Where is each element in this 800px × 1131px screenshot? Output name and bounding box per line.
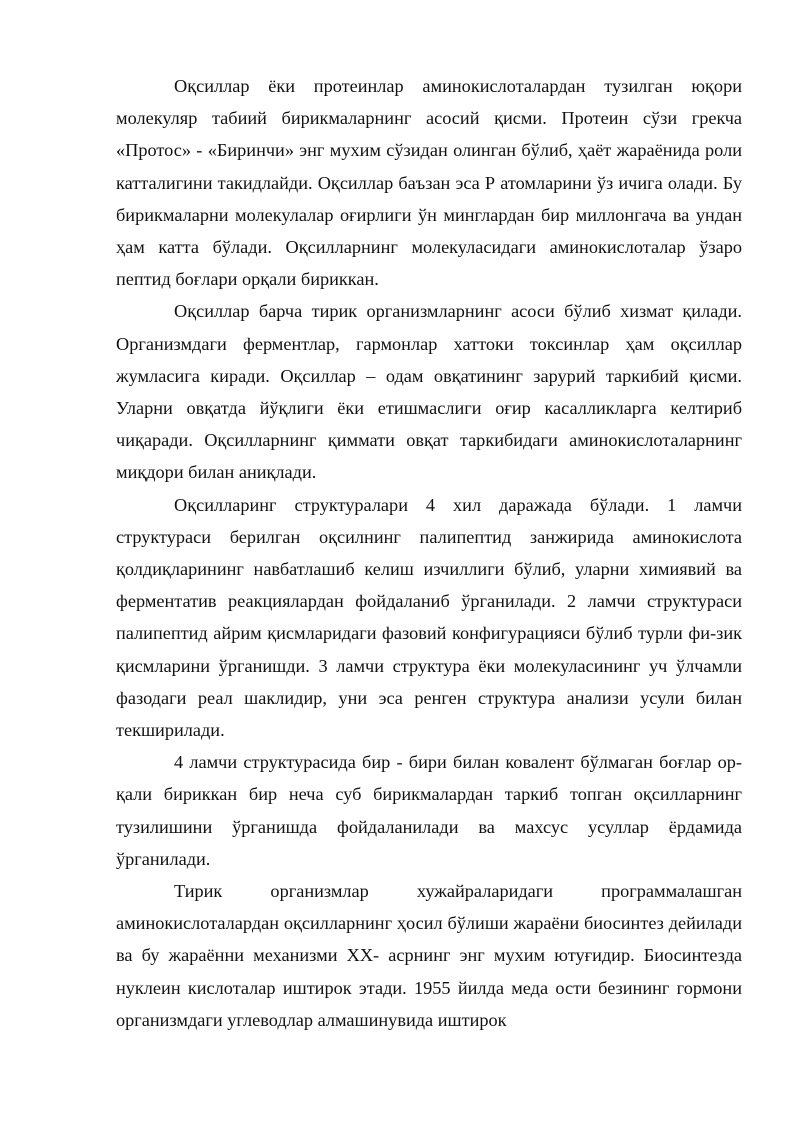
document-page	[116, 70, 742, 1036]
paragraph-protein-structures: Оқсилларинг структуралари 4 хил даражада бўлади. 1 ламчи структураси берилган оқсилнинг палипептид занжирида аминокислота қолдиқларининг навбатлашиб келиш изчиллиги бўлиб, уларни химиявий ва ферментатив реакциялардан фойдаланиб ўрганилади. 2 ламчи структураси палипептид айрим қисмларидаги фазовий конфигурацияси бўлиб турли фи-зик қисмларини ўрганишди. 3 ламчи структура ёки молекуласининг уч ўлчамли фазодаги реал шаклидир, уни эса ренген структура анализи усули билан текширилади.	[116, 494, 742, 741]
paragraph-biosynthesis: Тирик организмлар хужайраларидаги программалашган аминокислоталардан оқсилларнинг ҳосил бўлиши жараёни биосинтез дейилади ва бу жараённи механизми ХХ- асрнинг энг мухим ютуғидир. Биосинтезда нуклеин кислоталар иштирок этади. 1955 йилда меда ости безининг гормони организмдаги углеводлар алмашинувида иштирок	[116, 881, 742, 1030]
paragraph-quaternary-structure: 4 ламчи структурасида бир - бири билан ковалент бўлмаган боғлар ор-қали бириккан бир неча суб бирикмалардан таркиб топган оқсилларнинг тузилишини ўрганишда фойдаланилади ва махсус усуллар ёрдамида ўрганилади.	[116, 752, 742, 869]
paragraph-proteins-definition: Оқсиллар ёки протеинлар аминокислоталардан тузилган юқори молекуляр табиий бирикмаларнинг асосий қисми. Протеин сўзи грекча «Протос» - «Биринчи» энг мухим сўзидан олинган бўлиб, ҳаёт жараёнида роли катталигини такидлайди. Оқсиллар баъзан эса Р атомларини ўз ичига олади. Бу бирикмаларни молекулалар оғирлиги ўн минглардан бир миллонгача ва ундан ҳам катта бўлади. Оқсилларнинг молекуласидаги аминокислоталар ўзаро пептид боғлари орқали бириккан.	[116, 76, 742, 290]
paragraph-proteins-role: Оқсиллар барча тирик организмларнинг асоси бўлиб хизмат қилади. Организмдаги ферментлар, гармонлар хаттоки токсинлар ҳам оқсиллар жумласига киради. Оқсиллар – одам овқатининг зарурий таркибий қисми. Уларни овқатда йўқлиги ёки етишмаслиги оғир касалликларга келтириб чиқаради. Оқсилларнинг қиммати овқат таркибидаги аминокислоталарнинг миқдори билан аниқлади.	[116, 301, 742, 483]
